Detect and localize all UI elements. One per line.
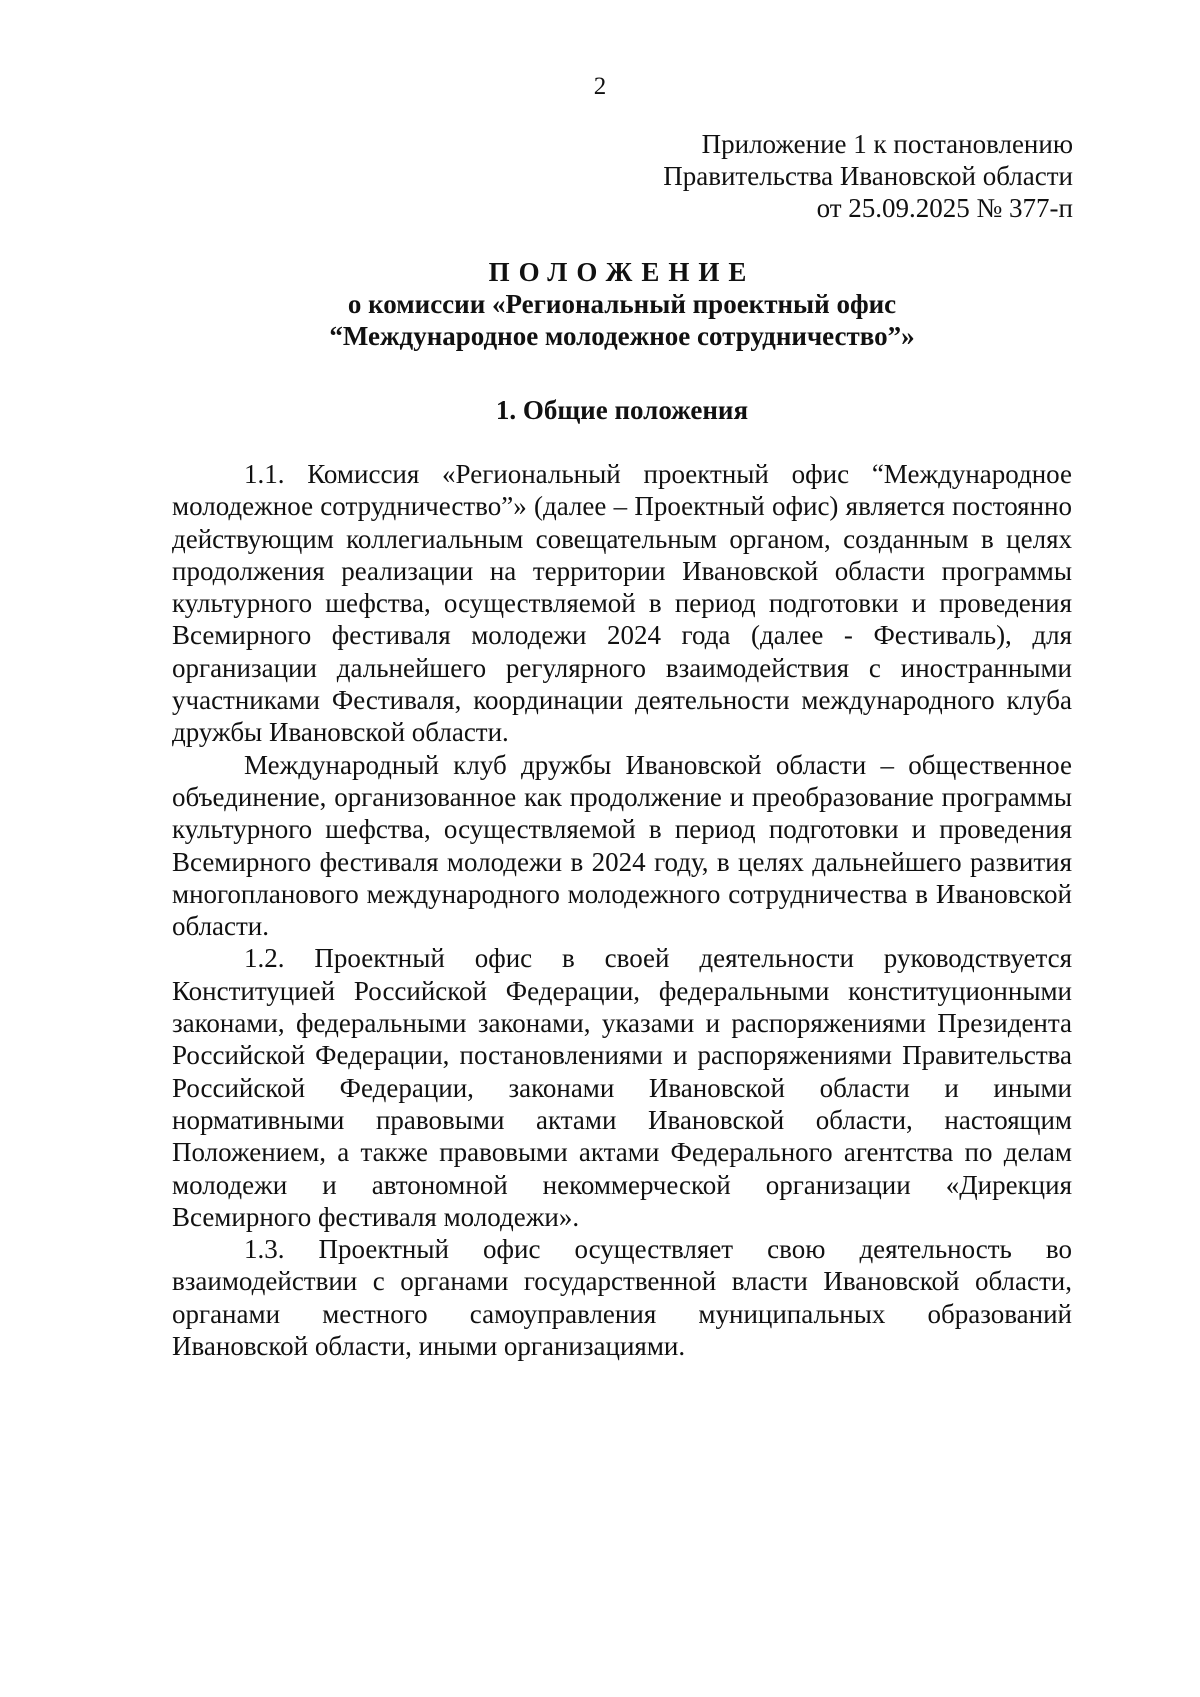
section-heading: 1. Общие положения	[495, 395, 749, 425]
document-subtitle-line-1: о комиссии «Региональный проектный офис	[347, 289, 897, 319]
page-number: 2	[593, 73, 607, 100]
section-body	[172, 458, 1072, 1362]
paragraph-1-2: 1.2. Проектный офис в своей деятельности руководствуется Конституцией Российской Федерации, федеральными конституционными законами, федеральными законами, указами и распоряжениями Президента Российской Федерации, постановлениями и распоряжениями Правительства Российской Федерации, законами Ивановской области и иными нормативными правовыми актами Ивановской области, настоящим Положением, а также правовыми актами Федерального агентства по делам молодежи и автономной некоммерческой организации «Дирекция Всемирного фестиваля молодежи».	[172, 943, 1072, 1232]
appendix-line-2: Правительства Ивановской области	[663, 161, 1073, 191]
document-title: ПОЛОЖЕНИЕ	[488, 257, 756, 287]
appendix-line-3: от 25.09.2025 № 377-п	[816, 193, 1073, 223]
document-title-block	[172, 256, 1072, 352]
document-subtitle-line-2: “Международное молодежное сотрудничество”»	[329, 321, 915, 351]
paragraph-1-1: 1.1. Комиссия «Региональный проектный офис “Международное молодежное сотрудничество”» (далее – Проектный офис) является постоянно действующим коллегиальным совещательным органом, созданным в целях продолжения реализации на территории Ивановской области программы культурного шефства, осуществляемой в период подготовки и проведения Всемирного фестиваля молодежи 2024 года (далее - Фестиваль), для организации дальнейшего регулярного взаимодействия с иностранными участниками Фестиваля, координации деятельности международного клуба дружбы Ивановской области.	[172, 459, 1072, 748]
paragraph-1-3: 1.3. Проектный офис осуществляет свою деятельность во взаимодействии с органами государственной власти Ивановской области, органами местного самоуправления муниципальных образований Ивановской области, иными организациями.	[172, 1234, 1072, 1362]
paragraph-club-definition: Международный клуб дружбы Ивановской области – общественное объединение, организованное как продолжение и преобразование программы культурного шефства, осуществляемой в период подготовки и проведения Всемирного фестиваля молодежи в 2024 году, в целях дальнейшего развития многопланового международного молодежного сотрудничества в Ивановской области.	[172, 749, 1072, 942]
appendix-reference	[513, 128, 1073, 224]
appendix-line-1: Приложение 1 к постановлению	[701, 129, 1073, 159]
